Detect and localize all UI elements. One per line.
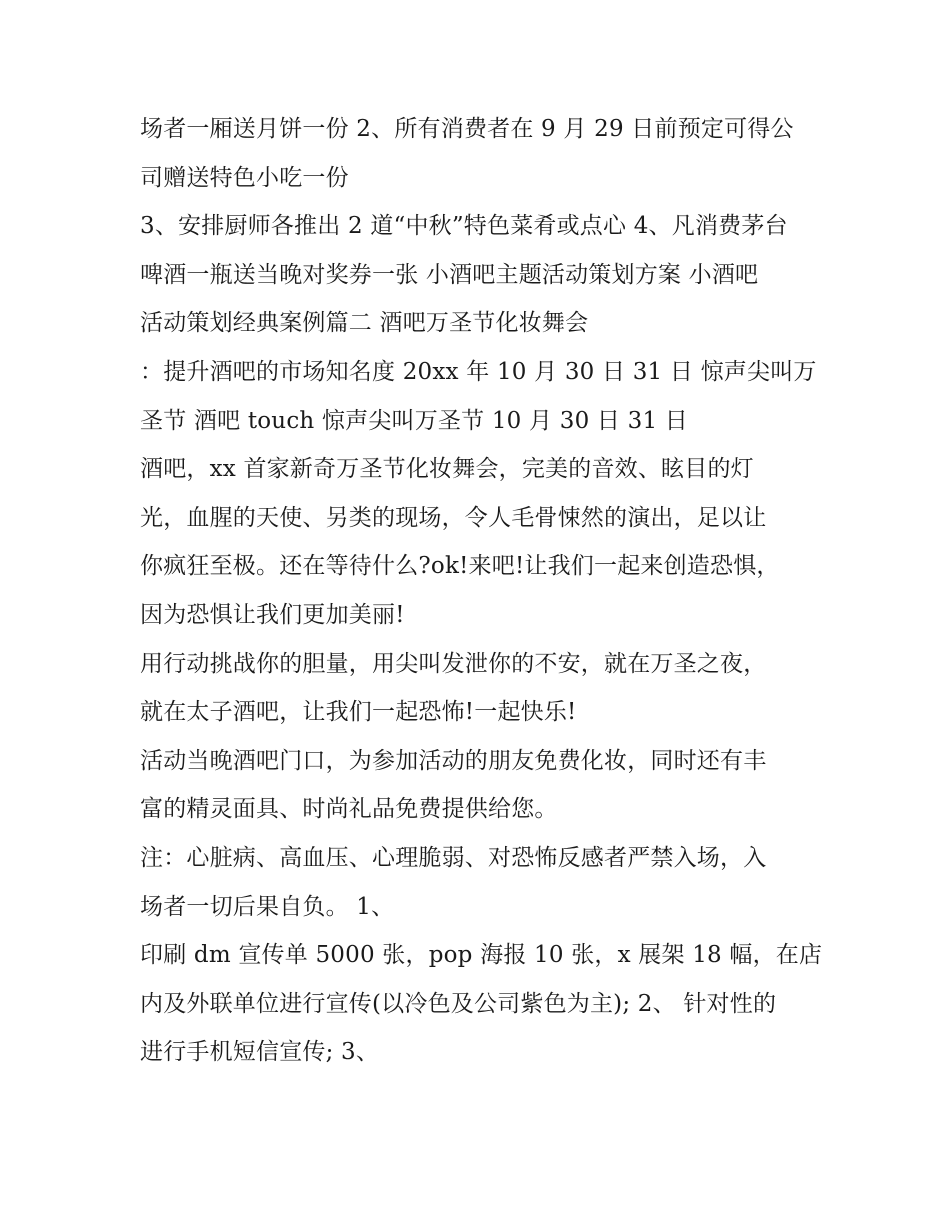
text-line: 印刷 dm 宣传单 5000 张，pop 海报 10 张，x 展架 18 幅，在店 [140, 942, 823, 969]
text-line: 场者一厢送月饼一份 2、所有消费者在 9 月 29 日前预定可得公 [140, 116, 794, 142]
text-line: 圣节 酒吧 touch 惊声尖叫万圣节 10 月 30 日 31 日 [140, 407, 688, 434]
text-line: ：提升酒吧的市场知名度 20xx 年 10 月 30 日 31 日 惊声尖叫万 [140, 358, 817, 385]
text-line: 你疯狂至极。还在等待什么?ok!来吧!让我们一起来创造恐惧， [140, 553, 780, 580]
text-line: 用行动挑战你的胆量，用尖叫发泄你的不安，就在万圣之夜， [140, 650, 767, 677]
text-line: 酒吧，xx 首家新奇万圣节化妆舞会，完美的音效、眩目的灯 [140, 456, 754, 483]
text-line: 进行手机短信宣传; 3、 [140, 1039, 380, 1066]
text-line: 富的精灵面具、时尚礼品免费提供给您。 [140, 796, 558, 823]
text-line: 注：心脏病、高血压、心理脆弱、对恐怖反感者严禁入场，入 [140, 844, 767, 871]
text-line: 司赠送特色小吃一份 [140, 164, 349, 191]
text-line: 内及外联单位进行宣传(以冷色及公司紫色为主); 2、 针对性的 [140, 990, 777, 1017]
text-line: 光，血腥的天使、另类的现场，令人毛骨悚然的演出，足以让 [140, 504, 767, 531]
text-line: 啤酒一瓶送当晚对奖券一张 小酒吧主题活动策划方案 小酒吧 [140, 261, 759, 288]
text-line: 活动当晚酒吧门口，为参加活动的朋友免费化妆，同时还有丰 [140, 747, 767, 774]
text-line: 活动策划经典案例篇二 酒吧万圣节化妆舞会 [140, 310, 589, 337]
text-line: 就在太子酒吧，让我们一起恐怖!一起快乐! [140, 699, 577, 726]
body-text [140, 105, 830, 1077]
text-line: 场者一切后果自负。 1、 [140, 893, 395, 920]
text-line: 3、安排厨师各推出 2 道“中秋”特色菜肴或点心 4、凡消费茅台 [140, 213, 788, 240]
text-line: 因为恐惧让我们更加美丽! [140, 601, 405, 628]
